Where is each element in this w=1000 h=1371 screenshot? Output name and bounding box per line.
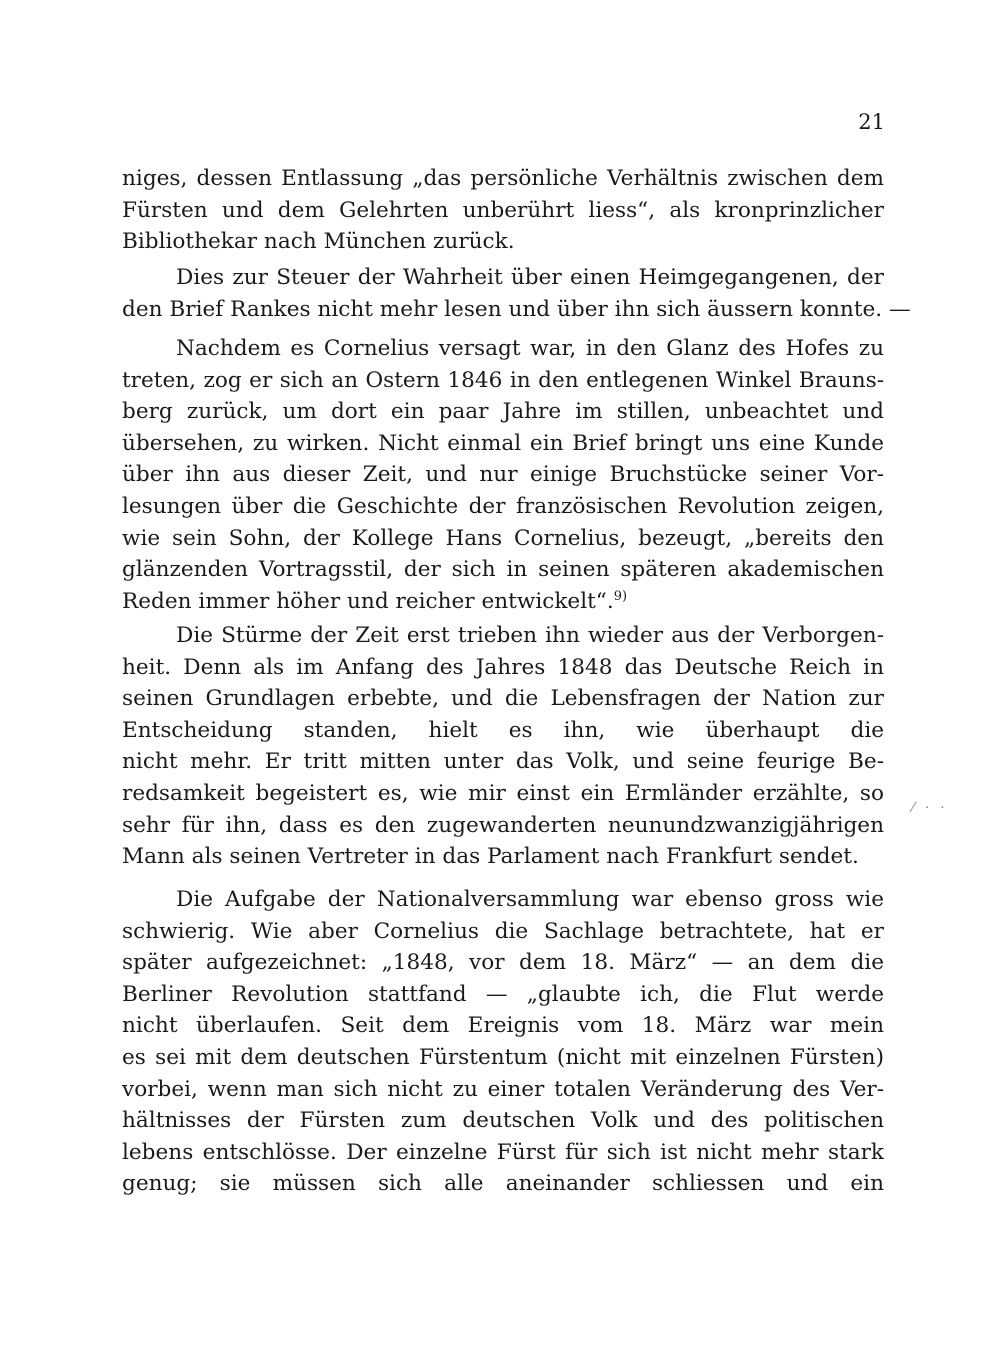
text-line: lesungen über die Geschichte der französischen Revolution zeigen, (122, 493, 884, 519)
text-line: treten, zog er sich an Ostern 1846 in den entlegenen Winkel Brauns- (122, 367, 884, 393)
text-line: Fürsten und dem Gelehrten unberührt liess“, als kronprinzlicher (122, 197, 884, 223)
text-line: Reden immer höher und reicher entwickelt“.$^{9)}$ (122, 588, 628, 614)
text-line: Bibliothekar nach München zurück. (122, 229, 515, 255)
text-line: Die Stürme der Zeit erst trieben ihn wieder aus der Verborgen- (176, 623, 884, 648)
text-line: schwierig. Wie aber Cornelius die Sachlage betrachtete, hat er (122, 918, 884, 944)
text-line: vorbei, wenn man sich nicht zu einer totalen Veränderung des Ver- (122, 1076, 884, 1102)
text-line: später aufgezeichnet: „1848, vor dem 18. März“ — an dem die (122, 950, 884, 976)
text-line: seinen Grundlagen erbebte, und die Lebensfragen der Nation zur (122, 686, 884, 712)
text-line: heit. Denn als im Anfang des Jahres 1848 das Deutsche Reich in (122, 654, 884, 680)
paragraph-5 (122, 884, 884, 1200)
text-line: über ihn aus dieser Zeit, und nur einige Bruchstücke seiner Vor- (122, 462, 884, 488)
text-line: nicht mehr. Er tritt mitten unter das Volk, und seine feurige Be- (122, 749, 884, 775)
paragraph-3 (122, 333, 884, 617)
text-line: niges, dessen Entlassung „das persönliche Verhältnis zwischen dem (122, 166, 884, 191)
margin-pencil-mark: ⁄ ⋅ ⋅ (912, 800, 948, 816)
text-line: berg zurück, um dort ein paar Jahre im stillen, unbeachtet und (122, 399, 884, 425)
text-line: Mann als seinen Vertreter in das Parlament nach Frankfurt sendet. (122, 844, 859, 870)
paragraph-1 (122, 163, 884, 258)
text-line: sehr für ihn, dass es den zugewanderten neunundzwanzigjährigen (122, 812, 884, 838)
text-line: es sei mit dem deutschen Fürstentum (nicht mit einzelnen Fürsten) (122, 1044, 884, 1070)
text-line: hältnisses der Fürsten zum deutschen Volk und des politischen (122, 1108, 884, 1134)
text-line: Die Aufgabe der Nationalversammlung war ebenso gross wie (176, 887, 884, 912)
footnote-reference: 9) (613, 588, 628, 604)
text-line: nicht überlaufen. Seit dem Ereignis vom 18. März war mein (122, 1013, 884, 1039)
text-line: Berliner Revolution stattfand — „glaubte ich, die Flut werde (122, 981, 884, 1007)
text-line: genug; sie müssen sich alle aneinander schliessen und ein (122, 1171, 884, 1197)
paragraph-2 (122, 262, 911, 325)
text-line: glänzenden Vortragsstil, der sich in seinen späteren akademischen (122, 557, 884, 583)
text-line: lebens entschlösse. Der einzelne Fürst für sich ist nicht mehr stark (122, 1139, 884, 1165)
text-line: den Brief Rankes nicht mehr lesen und über ihn sich äussern konnte. — (122, 296, 911, 322)
text-line: Dies zur Steuer der Wahrheit über einen Heimgegangenen, der (176, 265, 884, 290)
text-line: Entscheidung standen, hielt es ihn, wie überhaupt die (122, 717, 884, 743)
text-line: Nachdem es Cornelius versagt war, in den Glanz des Hofes zu (176, 336, 884, 361)
paragraph-4 (122, 620, 884, 873)
text-line: übersehen, zu wirken. Nicht einmal ein Brief bringt uns eine Kunde (122, 430, 884, 456)
text-line: wie sein Sohn, der Kollege Hans Cornelius, bezeugt, „bereits den (122, 525, 884, 551)
text-line: redsamkeit begeistert es, wie mir einst ein Ermländer erzählte, so (122, 780, 884, 806)
page-number: 21 (858, 110, 885, 134)
